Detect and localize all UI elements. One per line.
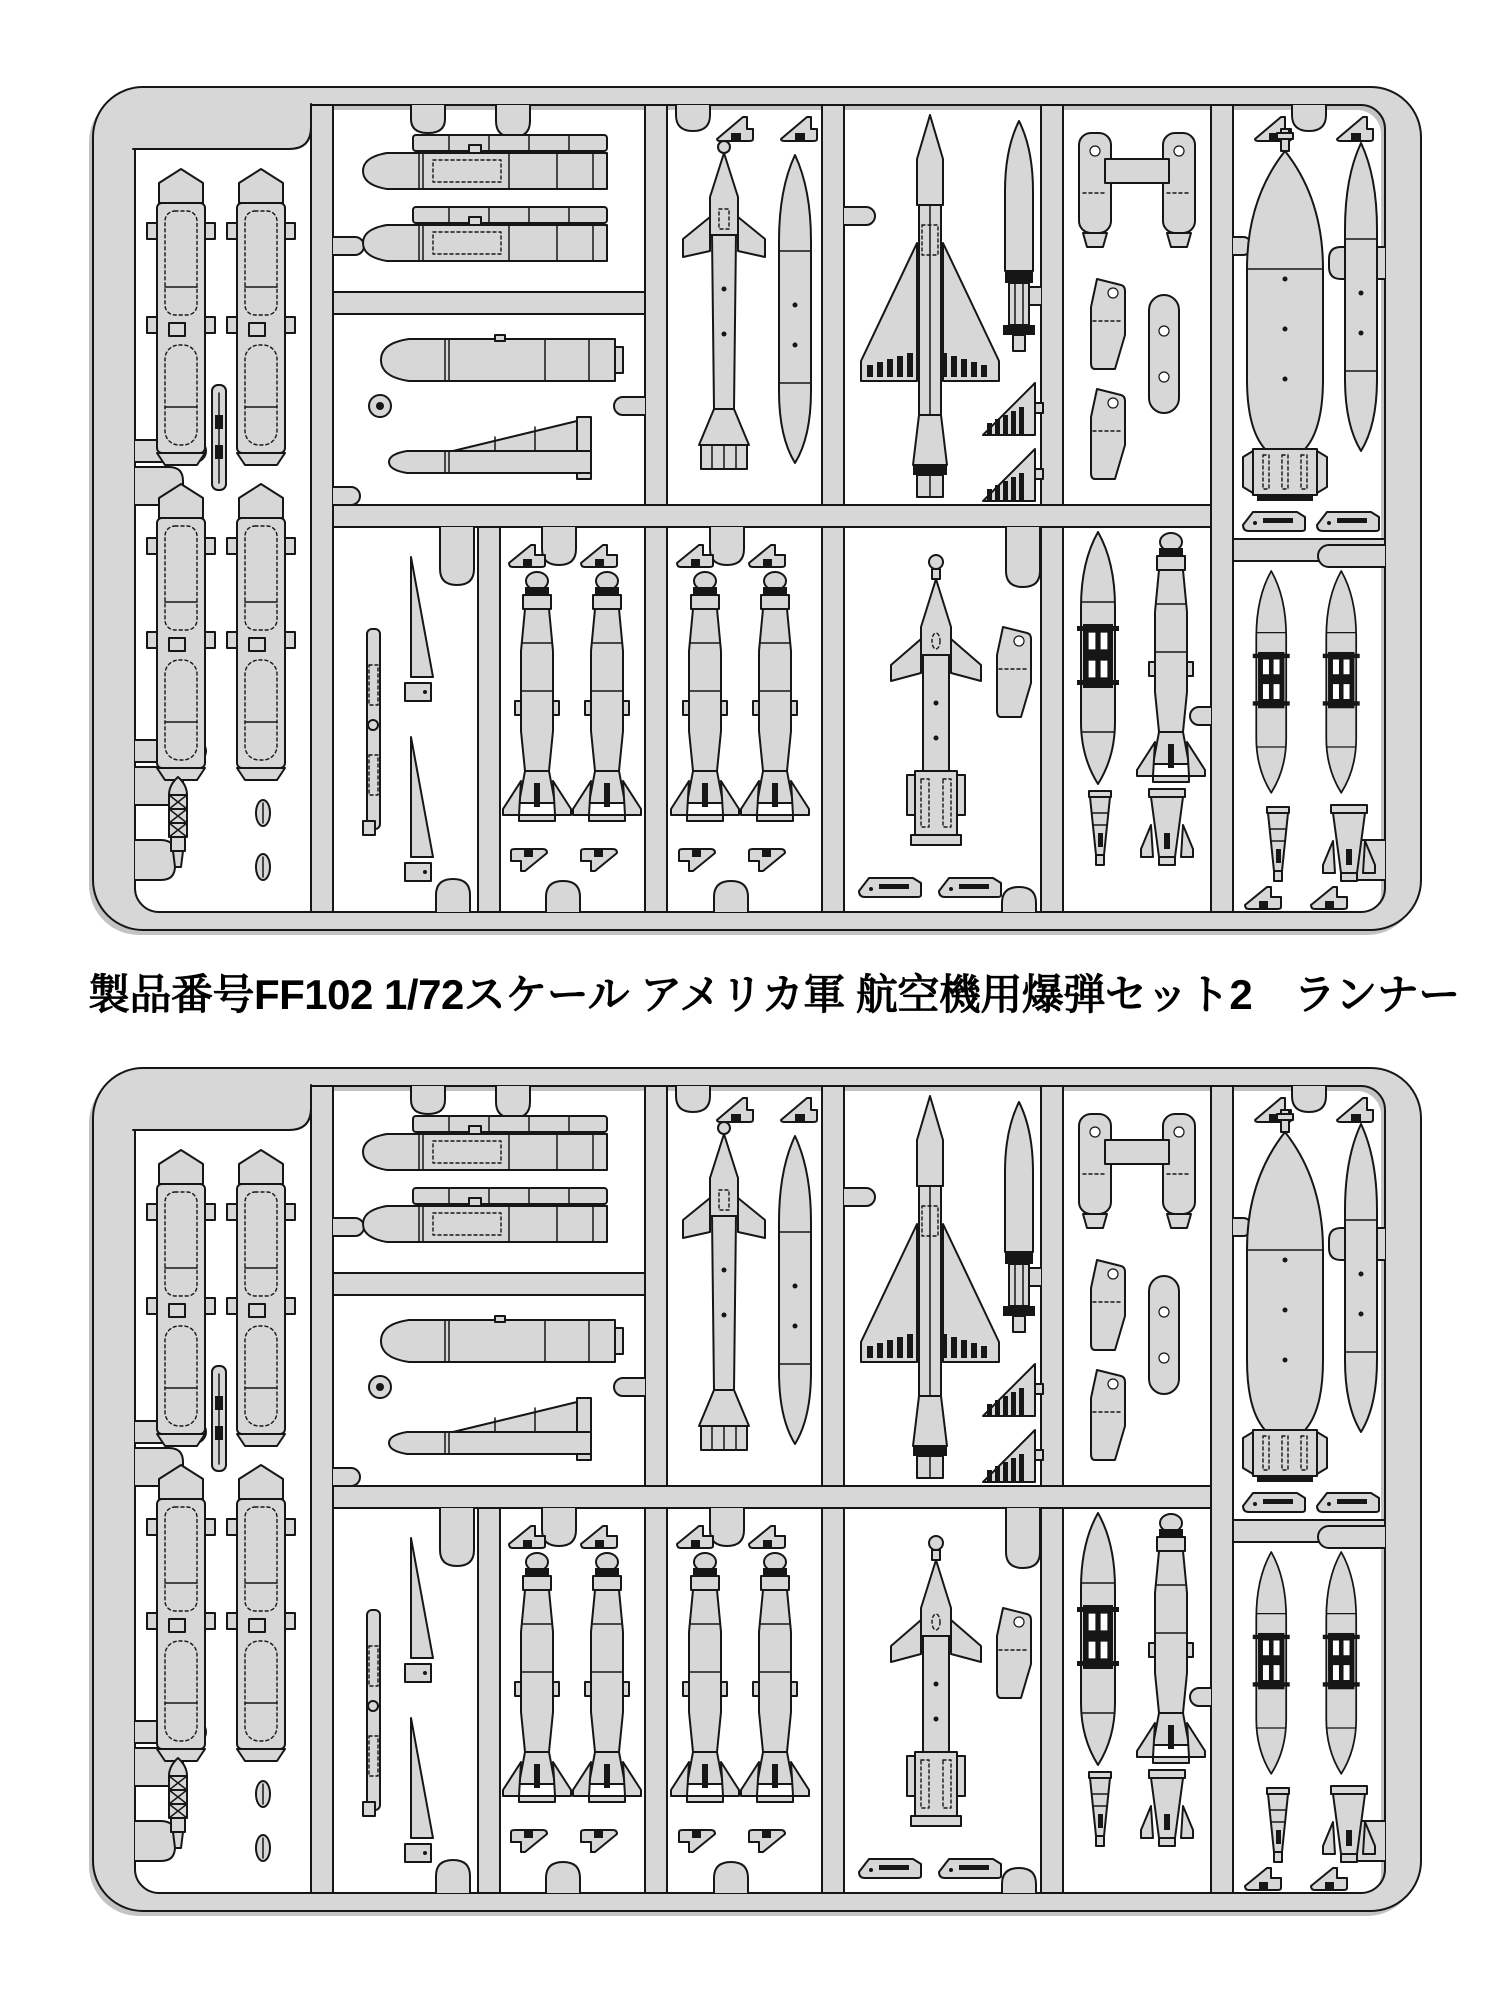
sprue-runner-bottom [89, 1068, 1421, 1916]
caption: 製品番号FF102 1/72スケール アメリカ軍 航空機用爆弾セット2 ランナー [88, 971, 1460, 1018]
sprue-runner-top [89, 87, 1421, 935]
